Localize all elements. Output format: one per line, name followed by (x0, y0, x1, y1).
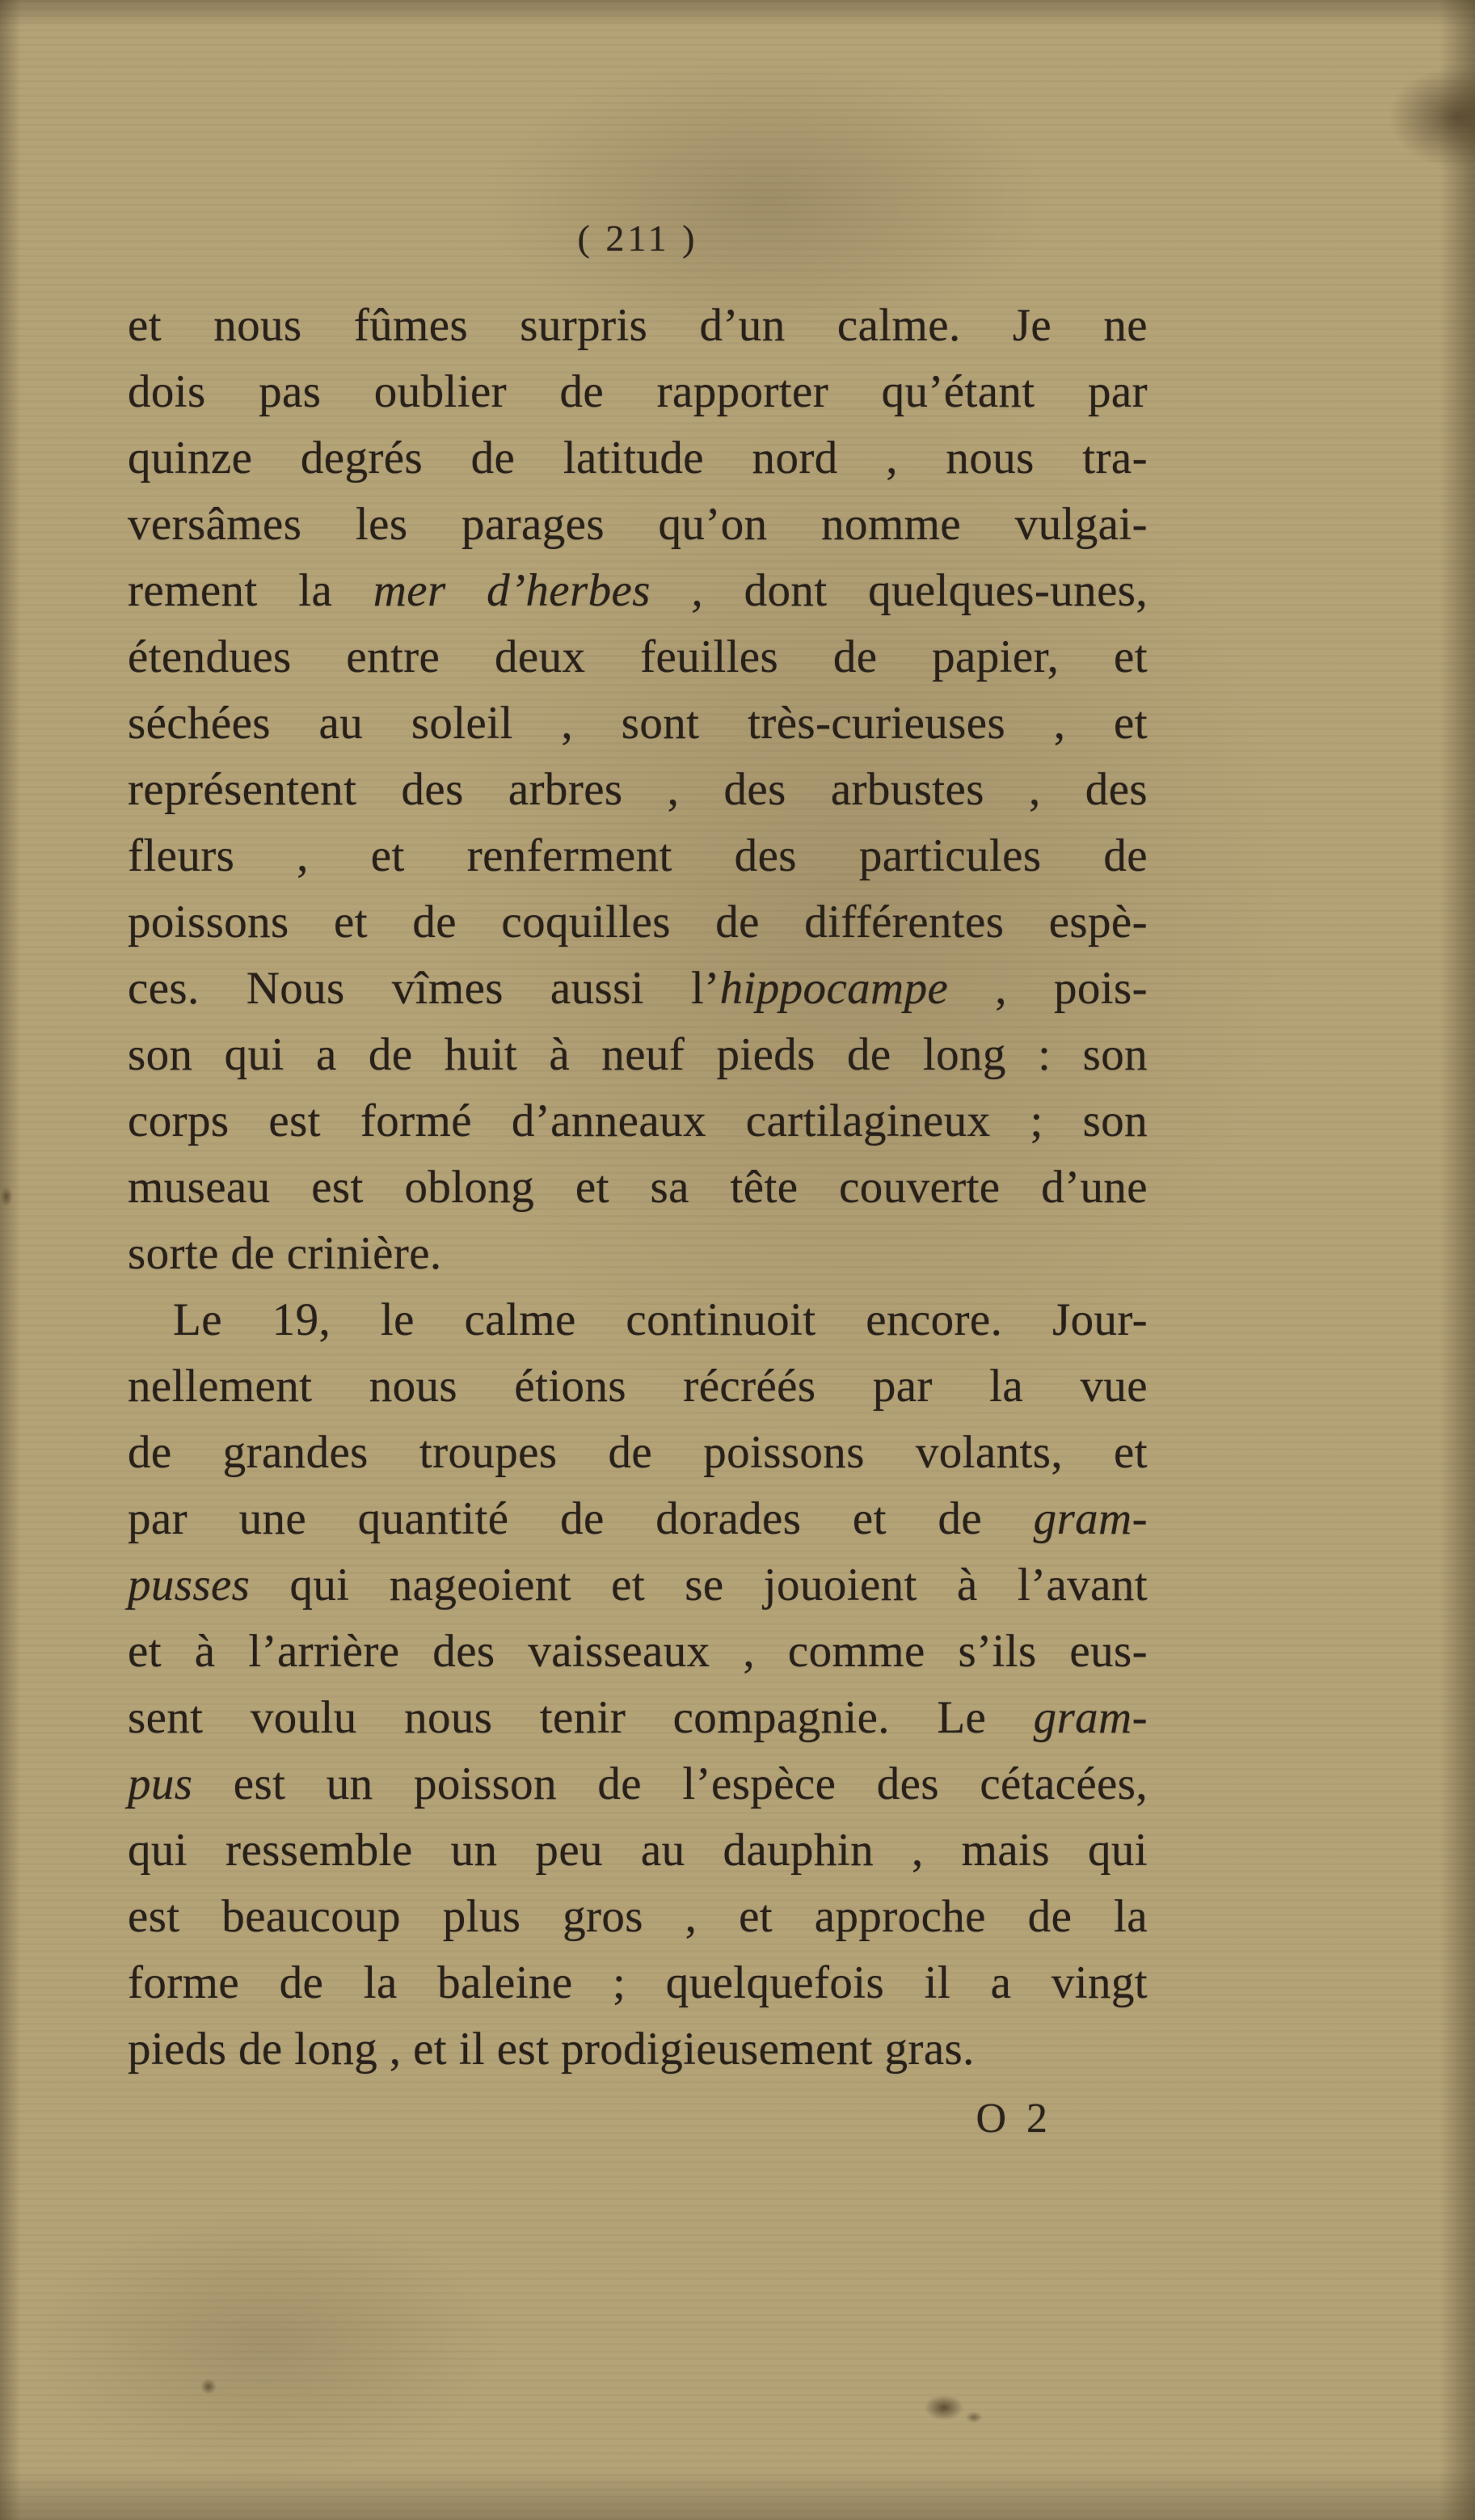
text-segment: est beaucoup plus gros , et approche de la (128, 1891, 1148, 1942)
text-segment: Le 19, le calme continuoit encore. Jour- (173, 1294, 1148, 1345)
text-segment: forme de la baleine ; quelquefois il a vingt (128, 1957, 1148, 2008)
text-line (128, 1287, 1148, 1353)
text-line (128, 1221, 1148, 1287)
text-line (128, 1088, 1148, 1154)
text-segment: par une quantité de dorades et de (128, 1493, 1034, 1544)
text-segment: quinze degrés de latitude nord , nous tra- (128, 433, 1148, 483)
text-segment: étendues entre deux feuilles de papier, et (128, 631, 1148, 682)
text-line (128, 1154, 1148, 1221)
text-segment: fleurs , et renferment des particules de (128, 830, 1148, 881)
text-line (128, 1420, 1148, 1486)
text-segment: corps est formé d’anneaux cartilagineux ; son (128, 1095, 1148, 1146)
text-segment: sorte de crinière. (128, 1228, 442, 1279)
text-line (128, 1884, 1148, 1950)
text-segment: , pois- (948, 963, 1148, 1014)
text-segment: ces. Nous vîmes aussi l’ (128, 963, 720, 1014)
italic-text-segment: hippocampe (719, 963, 949, 1014)
text-line (128, 1552, 1148, 1619)
text-segment: qui ressemble un peu au dauphin , mais qui (128, 1825, 1148, 1876)
text-line (128, 1817, 1148, 1884)
text-segment: est un poisson de l’espèce des cétacées, (192, 1758, 1148, 1809)
text-segment: représentent des arbres , des arbustes , des (128, 764, 1148, 815)
italic-text-segment: mer d’herbes , (373, 565, 703, 616)
text-segment: poissons et de coquilles de différentes espè- (128, 897, 1148, 948)
body-text (128, 293, 1148, 2152)
text-segment: versâmes les parages qu’on nomme vulgai- (128, 499, 1148, 550)
text-line (128, 690, 1148, 757)
text-segment: qui nageoient et se jouoient à l’avant (250, 1560, 1148, 1610)
text-segment: museau est oblong et sa tête couverte d’une (128, 1162, 1148, 1213)
text-line (128, 956, 1148, 1022)
text-segment: de grandes troupes de poissons volants, et (128, 1427, 1148, 1478)
text-line (128, 492, 1148, 558)
text-segment: dois pas oublier de rapporter qu’étant par (128, 366, 1148, 417)
page-number: ( 211 ) (577, 217, 698, 259)
text-segment: pieds de long , et il est prodigieusement gras. (128, 2024, 975, 2075)
text-segment: rement la (128, 565, 373, 616)
text-line (128, 558, 1148, 624)
text-line (128, 293, 1148, 359)
text-line (128, 1619, 1148, 1685)
text-line (128, 1751, 1148, 1817)
text-line (128, 359, 1148, 425)
text-line (128, 889, 1148, 956)
text-line (128, 1022, 1148, 1088)
text-line (128, 425, 1148, 492)
text-segment: son qui a de huit à neuf pieds de long : son (128, 1029, 1148, 1080)
text-line (128, 1486, 1148, 1552)
italic-text-segment: pus (128, 1758, 193, 1809)
text-segment: sent voulu nous tenir compagnie. Le (128, 1692, 1034, 1743)
italic-text-segment: gram- (1033, 1692, 1148, 1743)
signature-mark: O 2 (976, 2096, 1052, 2142)
italic-text-segment: gram- (1033, 1493, 1148, 1544)
text-segment: et nous fûmes surpris d’un calme. Je ne (128, 300, 1148, 351)
text-line (128, 823, 1148, 889)
text-line (128, 1950, 1148, 2016)
text-line (128, 757, 1148, 823)
text-line (128, 1353, 1148, 1420)
text-segment: et à l’arrière des vaisseaux , comme s’ils eus- (128, 1626, 1148, 1677)
text-line (128, 624, 1148, 690)
text-line (128, 2016, 1148, 2083)
italic-text-segment: pusses (128, 1560, 251, 1610)
text-segment: séchées au soleil , sont très-curieuses , et (128, 698, 1148, 749)
text-segment: nellement nous étions récréés par la vue (128, 1361, 1148, 1412)
text-line (128, 1685, 1148, 1751)
text-segment: dont quelques-unes, (703, 565, 1148, 616)
